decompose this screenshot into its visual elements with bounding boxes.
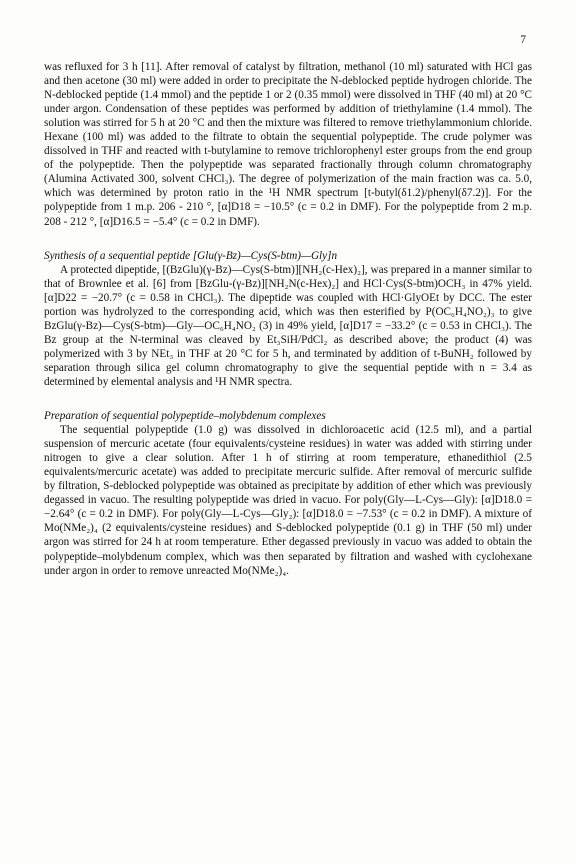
body-paragraph: was refluxed for 3 h [11]. After removal of catalyst by filtration, methanol (10 ml) saturated with HCl gas and then acetone (30 ml) were added in order to precipitate the N-deblocked peptide hydrogen chloride. The N-deblocked peptide (1.4 mmol) and the peptide 1 or 2 (0.35 mmol) were dissolved in THF (40 ml) at 20 °C under argon. Condensation of these peptides was performed by addition of triethylamine (1.4 mmol). The solution was stirred for 5 h at 20 °C and then the mixture was filtered to remove triethylammonium chloride. Hexane (100 ml) was added to the filtrate to obtain the sequential polypeptide. The crude polymer was dissolved in THF and reacted with t-butylamine to remove trichlorophenyl ester groups from the end group of the polypeptide. Then the polypeptide was separated fractionally through column chromatography (Alumina Activated 300, solvent CHCl₃). The degree of polymerization of the main fraction was ca. 5.0, which was determined by proton ratio in the ¹H NMR spectrum [t-butyl(δ1.2)/phenyl(δ7.2)]. For the polypeptide from 1 m.p. 206 - 210 °, [α]D18 = −10.5° (c = 0.2 in DMF). For the polypeptide from 2 m.p. 208 - 212 °, [α]D16.5 = −5.4° (c = 0.2 in DMF). [44,61,532,228]
body-paragraph: A protected dipeptide, [(BzGlu)(γ-Bz)—Cys(S-btm)][NH₂(c-Hex)₂], was prepared in a manner similar to that of Brownlee et al. [6] from [BzGlu-(γ-Bz)][NH₂N(c-Hex)₂] and HCl·Cys(S-btm)OCH₃ in 47% yield. [α]D22 = −20.7° (c = 0.58 in CHCl₃). The dipeptide was coupled with HCl·GlyOEt by DCC. The ester portion was hydrolyzed to the corresponding acid, which was then esterified by P(OC₆H₄NO₂)₃ to give BzGlu(γ-Bz)—Cys(S-btm)—Gly—OC₆H₄NO₂ (3) in 49% yield, [α]D17 = −33.2° (c = 0.53 in CHCl₃). The Bz group at the N-terminal was cleaved by Et₃SiH/PdCl₂ as described above; the product (4) was polymerized with 3 by NEt₃ in THF at 20 °C for 5 h, and terminated by addition of t-BuNH₂ followed by separation through silica gel column chromatography to give the sequential peptide with n = 3.4 as determined by elemental analysis and ¹H NMR spectra. [44,263,532,388]
page-number: 7 [520,34,526,46]
body-paragraph: The sequential polypeptide (1.0 g) was dissolved in dichloroacetic acid (12.5 ml), and a partial suspension of mercuric acetate (four equivalents/cysteine residues) in water was added with stirring under nitrogen to give a clear solution. After 1 h of stirring at room temperature, ethanedithiol (2.5 equivalents/mercuric acetate) was added to precipitate mercuric sulfide. After removal of mercuric sulfide by filtration, S-deblocked polypeptide was obtained as precipitate by addition of ether which was previously degassed in vacuo. The resulting polypeptide was dried in vacuo. For poly(Gly—L-Cys—Gly): [α]D18.0 = −2.64° (c = 0.2 in DMF). For poly(Gly—L-Cys—Gly₂): [α]D18.0 = −7.53° (c = 0.2 in DMF). A mixture of Mo(NMe₂)₄ (2 equivalents/cysteine residues) and S-deblocked polypeptide (0.1 g) in THF (50 ml) under argon was stirred for 24 h at room temperature. Ether degassed previously in vacuo was added to obtain the polypeptide–molybdenum complex, which was then separated by filtration and washed with cyclohexane under argon in order to remove unreacted Mo(NMe₂)₄. [44,424,532,577]
section-heading: Synthesis of a sequential peptide [Glu(γ-Bz)—Cys(S-btm)—Gly]n [44,249,338,262]
page-body [44,60,532,578]
section-heading: Preparation of sequential polypeptide–molybdenum complexes [44,410,326,423]
